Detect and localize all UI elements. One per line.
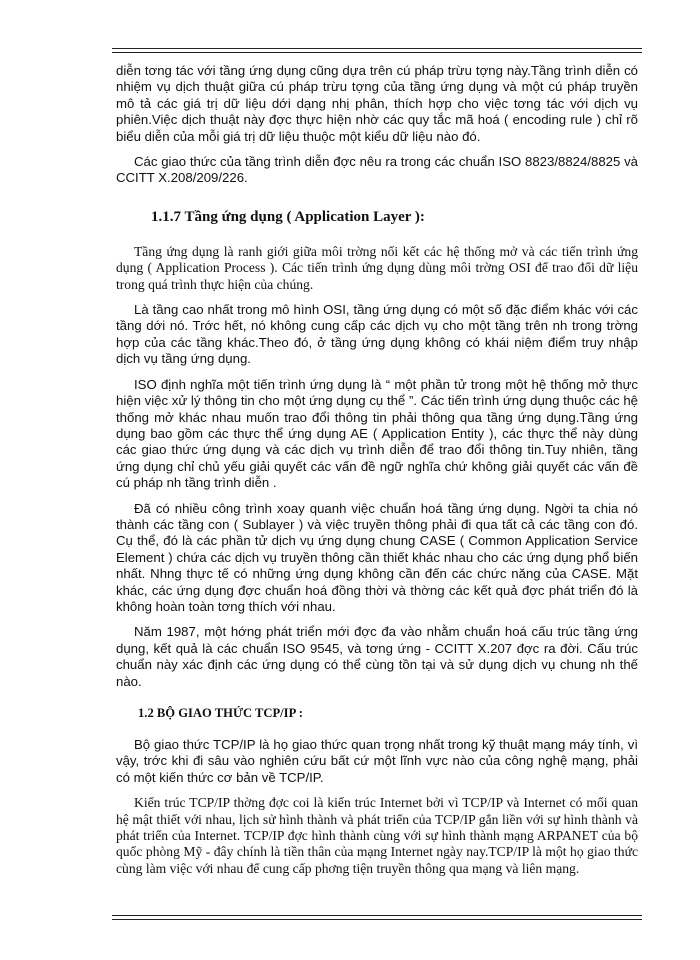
- section-heading-1-1-7: 1.1.7 Tầng ứng dụng ( Application Layer ):: [151, 208, 425, 225]
- paragraph: Bộ giao thức TCP/IP là họ giao thức quan trọng nhất trong kỹ thuật mạng máy tính, vì vậy, trớc khi đi sâu vào nghiên cứu bất cứ một lĩnh vực nào của công nghệ mạng, phải có một kiến thức cơ bản về TCP/IP.: [116, 737, 638, 785]
- header-rule: [112, 48, 642, 49]
- header-rule-secondary: [112, 52, 642, 53]
- page-body: [116, 63, 638, 886]
- paragraph: Tầng ứng dụng là ranh giới giữa môi trờng nối kết các hệ thống mở và các tiến trình ứng dụng ( Application Process ). Các tiến trình ứng dụng dùng môi trờng OSI để trao đổi dữ liệu trong quá trình thực hiện của chúng.: [116, 243, 638, 292]
- paragraph: ISO định nghĩa một tiến trình ứng dụng là “ một phần tử trong một hệ thống mở thực hiện việc xử lý thông tin cho một ứng dụng cụ thể ”. Các tiến trình ứng dụng thuộc các hệ thống mở khác nhau muốn trao đổi thông tin phải thông qua tầng ứng dụng.Tầng ứng dụng bao gồm các thực thể ứng dụng AE ( Application Entity ), các thực thể này dùng các giao thức ứng dụng và các dịch vụ trình diễn để trao đổi thông tin.Tuy nhiên, tầng ứng dụng chỉ chủ yếu giải quyết các vấn đề ngữ nghĩa chứ không giải quyết các vấn đề cú pháp nh tầng trình diễn .: [116, 376, 638, 491]
- paragraph: Năm 1987, một hớng phát triển mới đợc đa vào nhằm chuẩn hoá cấu trúc tầng ứng dụng, kết quả là các chuẩn ISO 9545, và tơng ứng - CCITT X.207 đợc ra đời. Cấu trúc chuẩn này xác định các ứng dụng có thể cùng tồn tại và sử dụng dịch vụ chung nh thế nào.: [116, 624, 638, 689]
- paragraph: Kiến trúc TCP/IP thờng đợc coi là kiến trúc Internet bởi vì TCP/IP và Internet có mối quan hệ mật thiết với nhau, lịch sử hình thành và phát triển của TCP/IP gắn liền với sự hình thành và phát triển của Internet. TCP/IP đợc hình thành cùng với sự hình thành mạng ARPANET của bộ quốc phòng Mỹ - đây chính là tiền thân của mạng Internet ngày nay.TCP/IP là một họ giao thức cùng làm việc với nhau để cung cấp phơng tiện truyền thông qua mạng và liên mạng.: [116, 795, 638, 876]
- paragraph: Là tầng cao nhất trong mô hình OSI, tầng ứng dụng có một số đặc điểm khác với các tầng dới nó. Trớc hết, nó không cung cấp các dịch vụ cho một tầng trên nh trong trờng hợp của các tầng khác.Theo đó, ở tầng ứng dụng không có khái niệm điểm truy nhập dịch vụ tầng ứng dụng.: [116, 302, 638, 367]
- footer-rule: [112, 915, 642, 916]
- footer-rule-secondary: [112, 919, 642, 920]
- paragraph: diễn tơng tác với tầng ứng dụng cũng dựa trên cú pháp trừu tợng này.Tầng trình diễn có nhiệm vụ dịch thuật giữa cú pháp trừu tợng của tầng ứng dụng và một cú pháp truyền mô tả các giá trị dữ liệu dới dạng nhị phân, thích hợp cho việc tơng tác với dịch vụ phiên.Việc dịch thuật này đợc thực hiện nhờ các quy tắc mã hoá ( encoding rule ) chỉ rõ biểu diễn của mỗi giá trị dữ liệu thuộc một kiểu dữ liệu nào đó.: [116, 63, 638, 144]
- section-heading-1-2: 1.2 BỘ GIAO THỨC TCP/IP :: [138, 706, 303, 720]
- paragraph: Đã có nhiều công trình xoay quanh việc chuẩn hoá tầng ứng dụng. Ngời ta chia nó thành các tầng con ( Sublayer ) và việc truyền thông phải đi qua tất cả các tầng con đó. Cụ thể, đó là các phần tử dịch vụ ứng dụng chung CASE ( Common Application Service Element ) chứa các dịch vụ truyền thông cần thiết khác nhau cho các ứng dụng phổ biến nhất. Nhng thực tế có những ứng dụng không cần đến các chức năng của CASE. Mặt khác, các ứng dụng đợc chuẩn hoá đồng thời và thờng các kết quả đợc phát triển đó là không hoàn toàn tơng thích với nhau.: [116, 500, 638, 614]
- paragraph: Các giao thức của tầng trình diễn đợc nêu ra trong các chuẩn ISO 8823/8824/8825 và CCITT X.208/209/226.: [116, 154, 638, 186]
